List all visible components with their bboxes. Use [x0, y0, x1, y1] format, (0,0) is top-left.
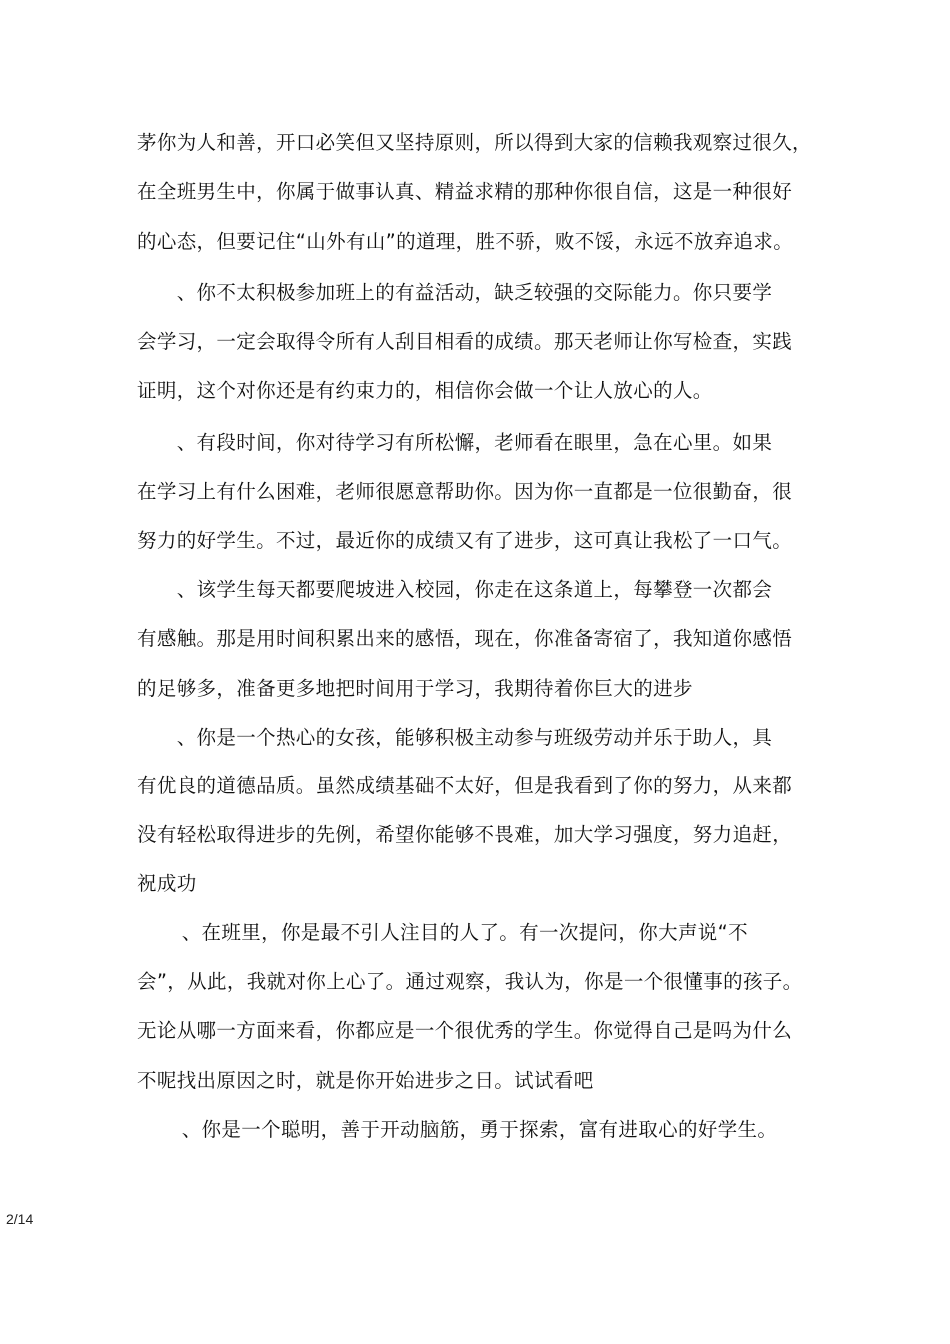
- text-line: 不呢找出原因之时，就是你开始进步之日。试试看吧: [137, 1069, 594, 1092]
- text-line: 有优良的道德品质。虽然成绩基础不太好，但是我看到了你的努力，从来都: [137, 774, 793, 797]
- text-line: 、你是一个热心的女孩，能够积极主动参与班级劳动并乐于助人，具: [137, 726, 773, 749]
- page-number: 2/14: [6, 1211, 34, 1227]
- text-line: 、有段时间，你对待学习有所松懈，老师看在眼里，急在心里。如果: [137, 431, 773, 454]
- text-line: 会学习，一定会取得令所有人刮目相看的成绩。那天老师让你写检查，实践: [137, 330, 793, 353]
- text-line: 在学习上有什么困难，老师很愿意帮助你。因为你一直都是一位很勤奋，很: [137, 480, 793, 503]
- text-line: 的心态，但要记住“山外有山”的道理，胜不骄，败不馁，永远不放弃追求。: [137, 230, 794, 253]
- text-line: 证明，这个对你还是有约束力的，相信你会做一个让人放心的人。: [137, 379, 713, 402]
- text-line: 努力的好学生。不过，最近你的成绩又有了进步，这可真让我松了一口气。: [137, 529, 793, 552]
- text-line: 、你不太积极参加班上的有益活动，缺乏较强的交际能力。你只要学: [137, 281, 773, 304]
- text-line: 有感触。那是用时间积累出来的感悟，现在，你准备寄宿了，我知道你感悟: [137, 627, 793, 650]
- text-line: 、你是一个聪明，善于开动脑筋，勇于探索，富有进取心的好学生。: [142, 1118, 778, 1141]
- text-line: 祝成功: [137, 872, 197, 895]
- text-line: 茅你为人和善，开口必笑但又坚持原则，所以得到大家的信赖我观察过很久，: [137, 131, 812, 154]
- text-line: 没有轻松取得进步的先例，希望你能够不畏难，加大学习强度，努力追赶，: [137, 823, 793, 846]
- text-line: 在全班男生中，你属于做事认真、精益求精的那种你很自信，这是一种很好: [137, 180, 793, 203]
- text-line: 、该学生每天都要爬坡进入校园，你走在这条道上，每攀登一次都会: [137, 578, 773, 601]
- text-line: 、在班里，你是最不引人注目的人了。有一次提问，你大声说“不: [142, 921, 748, 944]
- text-line: 会”，从此，我就对你上心了。通过观察，我认为，你是一个很懂事的孩子。: [137, 970, 803, 993]
- text-line: 的足够多，准备更多地把时间用于学习，我期待着你巨大的进步: [137, 677, 693, 700]
- text-line: 无论从哪一方面来看，你都应是一个很优秀的学生。你觉得自己是吗为什么: [137, 1019, 793, 1042]
